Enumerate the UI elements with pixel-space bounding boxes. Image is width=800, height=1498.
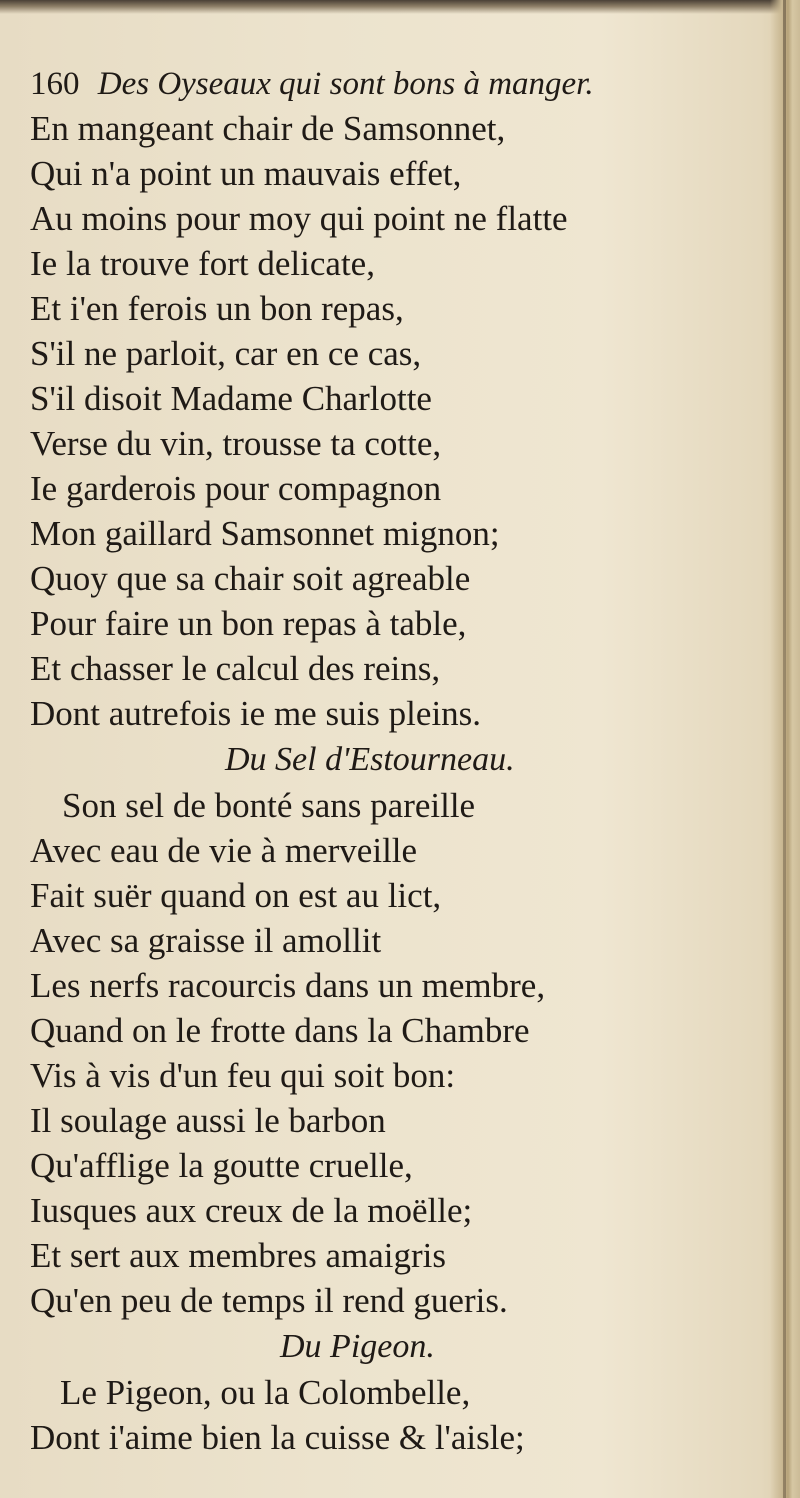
verse-line: S'il ne parloit, car en ce cas, bbox=[30, 334, 422, 373]
page-number: 160 bbox=[30, 66, 80, 102]
verse-line: Iusques aux creux de la moëlle; bbox=[30, 1191, 473, 1230]
verse-line: Et i'en ferois un bon repas, bbox=[30, 289, 404, 328]
verse-line: Pour faire un bon repas à table, bbox=[30, 604, 467, 643]
binding-edge bbox=[783, 0, 786, 1498]
verse-line: Fait suër quand on est au lict, bbox=[30, 876, 442, 915]
verse-line: Au moins pour moy qui point ne flatte bbox=[30, 199, 568, 238]
verse-line: Quoy que sa chair soit agreable bbox=[30, 559, 471, 598]
verse-line: Qui n'a point un mauvais effet, bbox=[30, 154, 462, 193]
verse-line: Avec eau de vie à merveille bbox=[30, 831, 418, 870]
verse-line: Les nerfs racourcis dans un membre, bbox=[30, 966, 546, 1005]
verse-line: Son sel de bonté sans pareille bbox=[62, 786, 476, 825]
verse-line: Qu'en peu de temps il rend gueris. bbox=[30, 1281, 508, 1320]
page-top-edge bbox=[0, 0, 800, 14]
verse-line: Il soulage aussi le barbon bbox=[30, 1101, 386, 1140]
verse-line: Verse du vin, trousse ta cotte, bbox=[30, 424, 442, 463]
running-title: Des Oyseaux qui sont bons à manger. bbox=[97, 66, 594, 102]
verse-block-sel-estourneau bbox=[30, 783, 750, 1323]
section-title-sel-estourneau: Du Sel d'Estourneau. bbox=[225, 741, 515, 778]
verse-line: Dont autrefois ie me suis pleins. bbox=[30, 694, 482, 733]
page-text bbox=[30, 62, 750, 1460]
verse-line: Qu'afflige la goutte cruelle, bbox=[30, 1146, 413, 1185]
verse-line: Mon gaillard Samsonnet mignon; bbox=[30, 514, 500, 553]
verse-block-samsonnet bbox=[30, 106, 750, 736]
verse-line: Et sert aux membres amaigris bbox=[30, 1236, 446, 1275]
verse-block-pigeon bbox=[30, 1370, 750, 1460]
verse-line: Ie garderois pour compagnon bbox=[30, 469, 442, 508]
verse-line: Le Pigeon, ou la Colombelle, bbox=[60, 1373, 471, 1412]
section-title-pigeon: Du Pigeon. bbox=[280, 1328, 435, 1365]
verse-line: Dont i'aime bien la cuisse & l'aisle; bbox=[30, 1418, 525, 1457]
verse-line: S'il disoit Madame Charlotte bbox=[30, 379, 432, 418]
verse-line: Quand on le frotte dans la Chambre bbox=[30, 1011, 530, 1050]
verse-line: Et chasser le calcul des reins, bbox=[30, 649, 441, 688]
verse-line: En mangeant chair de Samsonnet, bbox=[30, 109, 506, 148]
verse-line: Ie la trouve fort delicate, bbox=[30, 244, 375, 283]
verse-line: Vis à vis d'un feu qui soit bon: bbox=[30, 1056, 456, 1095]
verse-line: Avec sa graisse il amollit bbox=[30, 921, 382, 960]
page-header bbox=[30, 62, 750, 106]
